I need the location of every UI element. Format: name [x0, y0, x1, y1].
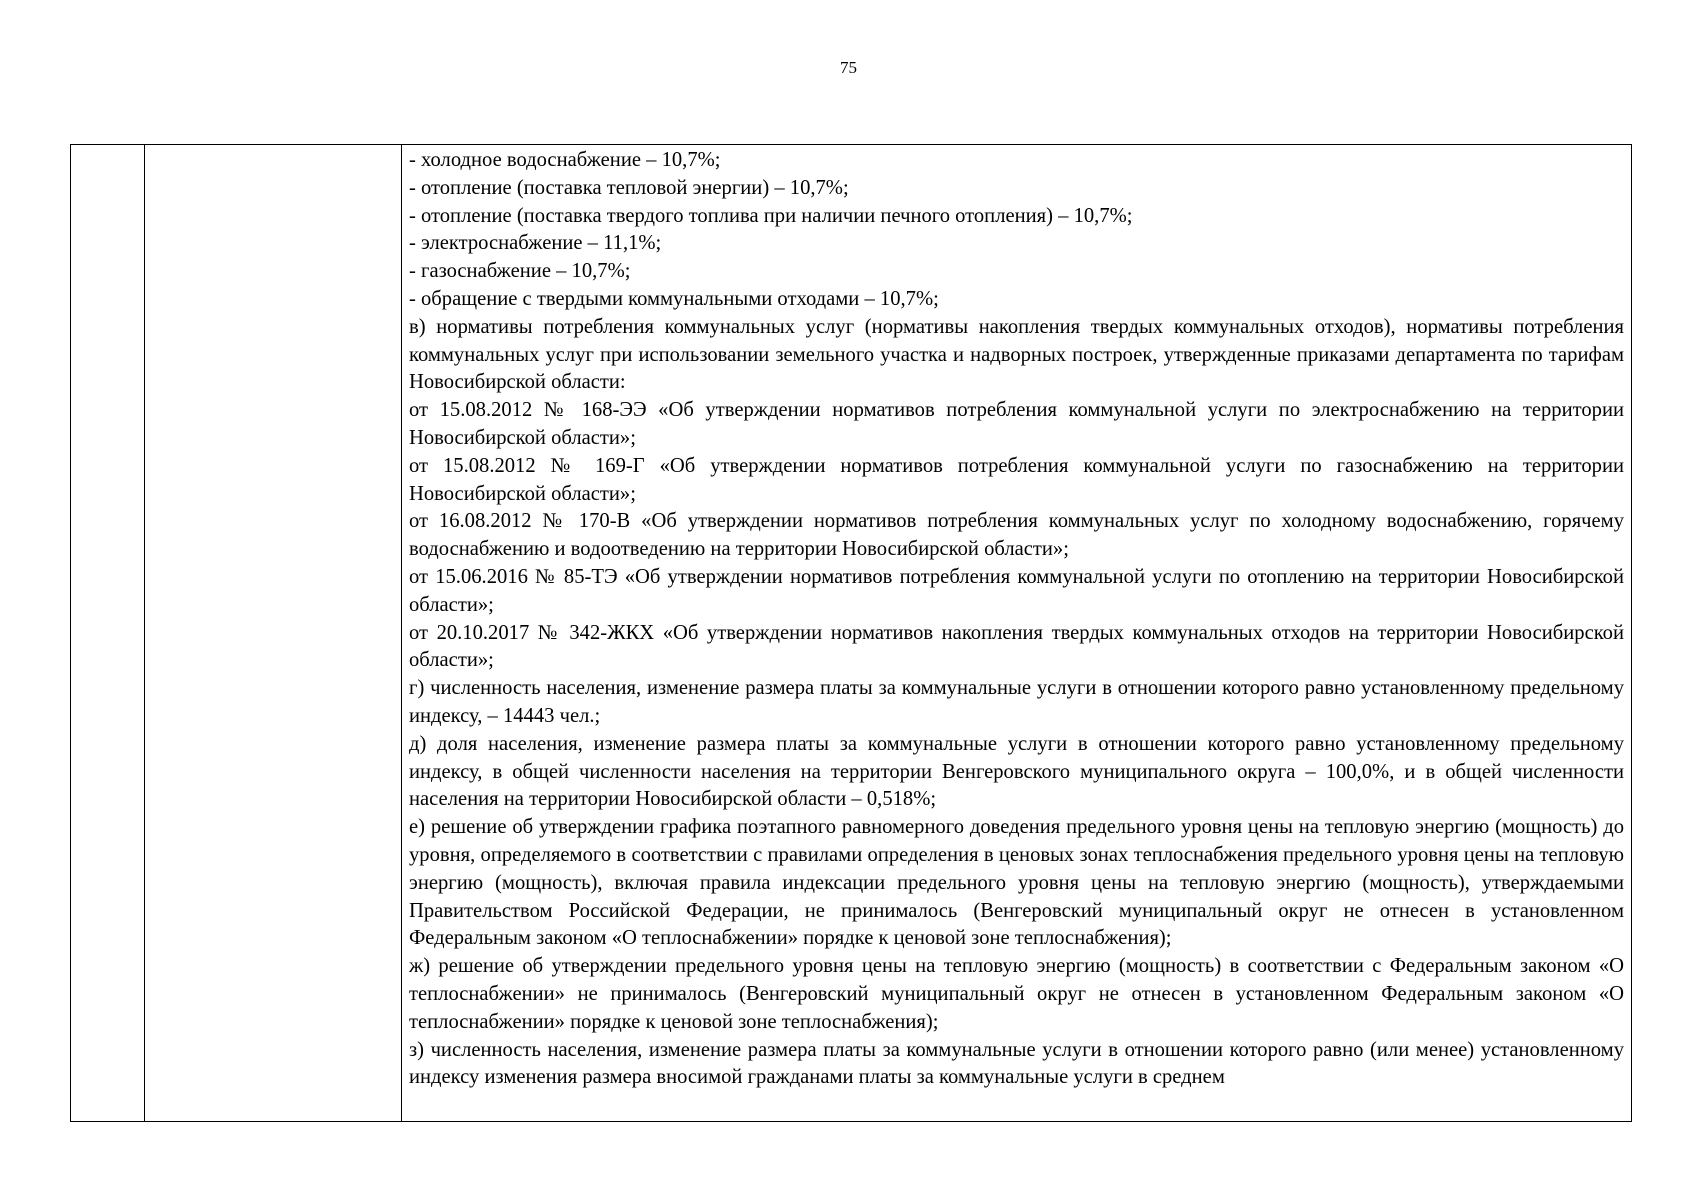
paragraph: - обращение с твердыми коммунальными отходами – 10,7%;: [409, 287, 939, 310]
table-row: [71, 145, 1632, 1122]
paragraph: - холодное водоснабжение – 10,7%;: [409, 149, 721, 171]
cell-text: [402, 145, 1631, 1092]
paragraph: - отопление (поставка тепловой энергии) – 10,7%;: [409, 176, 849, 199]
page-number: 75: [840, 58, 857, 77]
document-table: [70, 144, 1632, 1122]
paragraph: от 15.06.2016 № 85-ТЭ «Об утверждении нормативов потребления коммунальной услуги по отоплению на территории Новосибирской области»;: [409, 565, 1624, 616]
paragraph: ж) решение об утверждении предельного уровня цены на тепловую энергию (мощность) в соответствии с Федеральным законом «О теплоснабжении» не принималось (Венгеровский муниципальный округ не отнесен в установленном Федеральным законом «О теплоснабжении» порядке к ценовой зоне теплоснабжения);: [409, 955, 1624, 1033]
paragraph: з) численность населения, изменение размера платы за коммунальные услуги в отношении которого равно (или менее) установленному индексу изменения размера вносимой гражданами платы за коммунальные услуги в среднем: [409, 1038, 1624, 1089]
paragraph: - электроснабжение – 11,1%;: [409, 232, 662, 255]
paragraph: от 20.10.2017 № 342-ЖКХ «Об утверждении нормативов накопления твердых коммунальных отходов на территории Новосибирской области»;: [409, 621, 1624, 672]
paragraph: от 15.08.2012 № 169-Г «Об утверждении нормативов потребления коммунальной услуги по газоснабжению на территории Новосибирской области»;: [409, 454, 1624, 505]
table-cell-name: [145, 145, 402, 1122]
paragraph: от 16.08.2012 № 170-В «Об утверждении нормативов потребления коммунальных услуг по холодному водоснабжению, горячему водоснабжению и водоотведению на территории Новосибирской области»;: [409, 510, 1624, 561]
paragraph: - газоснабжение – 10,7%;: [409, 260, 631, 283]
table-cell-content: [402, 145, 1632, 1122]
paragraph: в) нормативы потребления коммунальных услуг (нормативы накопления твердых коммунальных отходов), нормативы потребления коммунальных услуг при использовании земельного участка и надворных построек, утвержденные приказами департамента по тарифам Новосибирской области:: [409, 315, 1624, 394]
paragraph: д) доля населения, изменение размера платы за коммунальные услуги в отношении которого равно установленному предельному индексу, в общей численности населения на территории Венгеровского муниципального округа – 100,0%, и в общей численности населения на территории Новосибирской области – 0,518%;: [409, 732, 1624, 811]
paragraph: от 15.08.2012 № 168-ЭЭ «Об утверждении нормативов потребления коммунальной услуги по электроснабжению на территории Новосибирской области»;: [409, 399, 1624, 449]
paragraph: - отопление (поставка твердого топлива при наличии печного отопления) – 10,7%;: [409, 204, 1133, 227]
paragraph: е) решение об утверждении графика поэтапного равномерного доведения предельного уровня цены на тепловую энергию (мощность) до уровня, определяемого в соответствии с правилами определения в ценовых зонах теплоснабжения предельного уровня цены на тепловую энергию (мощность), включая правила индексации предельного уровня цены на тепловую энергию (мощность), утверждаемыми Правительством Российской Федерации, не принималось (Венгеровский муниципальный округ не отнесен в установленном Федеральным законом «О теплоснабжении» порядке к ценовой зоне теплоснабжения);: [409, 816, 1624, 950]
table-cell-number: [71, 145, 145, 1122]
paragraph: г) численность населения, изменение размера платы за коммунальные услуги в отношении которого равно установленному предельному индексу, – 14443 чел.;: [409, 677, 1624, 727]
